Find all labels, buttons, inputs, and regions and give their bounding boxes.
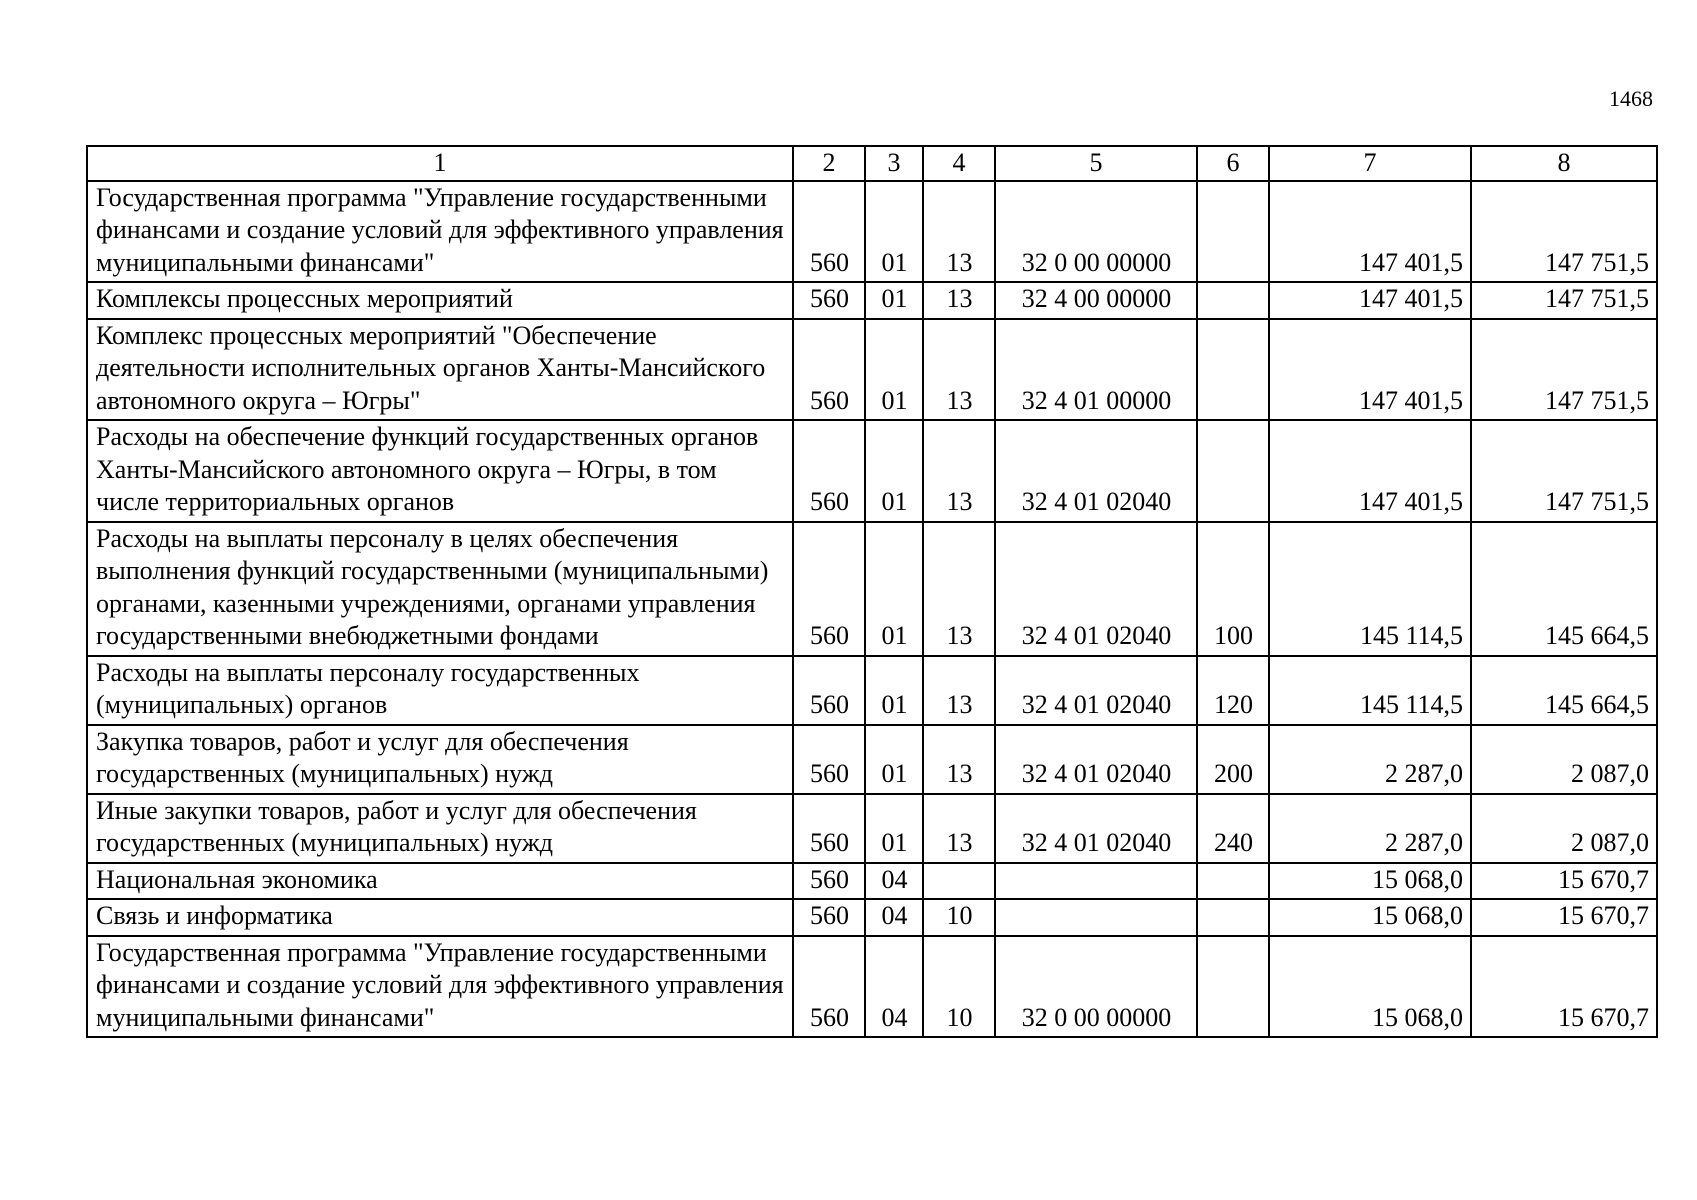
subsection-code: 13: [923, 282, 995, 319]
table-row: [87, 899, 1657, 936]
table-row: [87, 282, 1657, 319]
expense-type-code: [1197, 420, 1269, 522]
table-row: [87, 420, 1657, 522]
ministry-code: 560: [793, 899, 865, 936]
column-header: 1: [87, 146, 793, 181]
amount-col-8: 15 670,7: [1471, 863, 1657, 900]
ministry-code: 560: [793, 181, 865, 283]
subsection-code: 13: [923, 725, 995, 794]
target-article-code: 32 4 01 02040: [995, 522, 1197, 656]
column-header: 3: [865, 146, 923, 181]
column-header: 6: [1197, 146, 1269, 181]
subsection-code: 13: [923, 794, 995, 863]
target-article-code: [995, 899, 1197, 936]
section-code: 04: [865, 936, 923, 1038]
table-row: [87, 725, 1657, 794]
table-row: [87, 656, 1657, 725]
amount-col-8: 147 751,5: [1471, 319, 1657, 421]
expense-type-code: 120: [1197, 656, 1269, 725]
amount-col-7: 147 401,5: [1269, 181, 1471, 283]
row-name: Государственная программа "Управление государственными финансами и создание условий для эффективного управления муниципальными финансами": [87, 936, 793, 1038]
amount-col-7: 15 068,0: [1269, 936, 1471, 1038]
subsection-code: [923, 863, 995, 900]
subsection-code: 10: [923, 899, 995, 936]
expense-type-code: [1197, 899, 1269, 936]
ministry-code: 560: [793, 725, 865, 794]
target-article-code: 32 0 00 00000: [995, 936, 1197, 1038]
table-row: [87, 319, 1657, 421]
amount-col-8: 147 751,5: [1471, 181, 1657, 283]
table-row: [87, 794, 1657, 863]
amount-col-8: 147 751,5: [1471, 282, 1657, 319]
table-row: [87, 522, 1657, 656]
row-name: Комплексы процессных мероприятий: [87, 282, 793, 319]
amount-col-8: 15 670,7: [1471, 899, 1657, 936]
amount-col-8: 147 751,5: [1471, 420, 1657, 522]
section-code: 01: [865, 181, 923, 283]
target-article-code: 32 4 01 02040: [995, 794, 1197, 863]
section-code: 01: [865, 522, 923, 656]
section-code: 01: [865, 282, 923, 319]
section-code: 01: [865, 319, 923, 421]
table-row: [87, 936, 1657, 1038]
expense-type-code: 240: [1197, 794, 1269, 863]
row-name: Расходы на обеспечение функций государственных органов Ханты-Мансийского автономного округа – Югры, в том числе территориальных органов: [87, 420, 793, 522]
subsection-code: 13: [923, 656, 995, 725]
row-name: Связь и информатика: [87, 899, 793, 936]
expense-type-code: [1197, 863, 1269, 900]
row-name: Расходы на выплаты персоналу государственных (муниципальных) органов: [87, 656, 793, 725]
expense-type-code: [1197, 181, 1269, 283]
expense-type-code: [1197, 936, 1269, 1038]
subsection-code: 10: [923, 936, 995, 1038]
column-header: 8: [1471, 146, 1657, 181]
amount-col-8: 2 087,0: [1471, 725, 1657, 794]
section-code: 01: [865, 725, 923, 794]
ministry-code: 560: [793, 936, 865, 1038]
row-name: Закупка товаров, работ и услуг для обеспечения государственных (муниципальных) нужд: [87, 725, 793, 794]
budget-table: [86, 145, 1658, 1038]
target-article-code: 32 0 00 00000: [995, 181, 1197, 283]
target-article-code: 32 4 01 02040: [995, 420, 1197, 522]
table-row: [87, 181, 1657, 283]
target-article-code: 32 4 01 00000: [995, 319, 1197, 421]
column-number-row: [87, 146, 1657, 181]
amount-col-7: 15 068,0: [1269, 863, 1471, 900]
column-header: 4: [923, 146, 995, 181]
amount-col-7: 2 287,0: [1269, 725, 1471, 794]
column-header: 5: [995, 146, 1197, 181]
expense-type-code: 100: [1197, 522, 1269, 656]
ministry-code: 560: [793, 656, 865, 725]
amount-col-7: 147 401,5: [1269, 319, 1471, 421]
row-name: Иные закупки товаров, работ и услуг для обеспечения государственных (муниципальных) нужд: [87, 794, 793, 863]
amount-col-7: 147 401,5: [1269, 420, 1471, 522]
column-header: 2: [793, 146, 865, 181]
target-article-code: 32 4 01 02040: [995, 725, 1197, 794]
column-header: 7: [1269, 146, 1471, 181]
target-article-code: 32 4 01 02040: [995, 656, 1197, 725]
row-name: Национальная экономика: [87, 863, 793, 900]
row-name: Расходы на выплаты персоналу в целях обеспечения выполнения функций государственными (муниципальными) органами, казенными учреждениями, органами управления государственными внебюджетными фондами: [87, 522, 793, 656]
amount-col-7: 15 068,0: [1269, 899, 1471, 936]
table-row: [87, 863, 1657, 900]
amount-col-8: 145 664,5: [1471, 522, 1657, 656]
amount-col-7: 2 287,0: [1269, 794, 1471, 863]
ministry-code: 560: [793, 522, 865, 656]
ministry-code: 560: [793, 319, 865, 421]
subsection-code: 13: [923, 420, 995, 522]
target-article-code: [995, 863, 1197, 900]
page-number: 1468: [1609, 86, 1653, 111]
ministry-code: 560: [793, 863, 865, 900]
row-name: Комплекс процессных мероприятий "Обеспечение деятельности исполнительных органов Ханты-Мансийского автономного округа – Югры": [87, 319, 793, 421]
subsection-code: 13: [923, 181, 995, 283]
amount-col-7: 145 114,5: [1269, 656, 1471, 725]
target-article-code: 32 4 00 00000: [995, 282, 1197, 319]
row-name: Государственная программа "Управление государственными финансами и создание условий для эффективного управления муниципальными финансами": [87, 181, 793, 283]
section-code: 01: [865, 794, 923, 863]
amount-col-7: 147 401,5: [1269, 282, 1471, 319]
section-code: 04: [865, 899, 923, 936]
ministry-code: 560: [793, 282, 865, 319]
section-code: 04: [865, 863, 923, 900]
amount-col-7: 145 114,5: [1269, 522, 1471, 656]
section-code: 01: [865, 420, 923, 522]
subsection-code: 13: [923, 522, 995, 656]
ministry-code: 560: [793, 420, 865, 522]
expense-type-code: [1197, 319, 1269, 421]
amount-col-8: 2 087,0: [1471, 794, 1657, 863]
amount-col-8: 145 664,5: [1471, 656, 1657, 725]
ministry-code: 560: [793, 794, 865, 863]
expense-type-code: 200: [1197, 725, 1269, 794]
amount-col-8: 15 670,7: [1471, 936, 1657, 1038]
section-code: 01: [865, 656, 923, 725]
expense-type-code: [1197, 282, 1269, 319]
subsection-code: 13: [923, 319, 995, 421]
